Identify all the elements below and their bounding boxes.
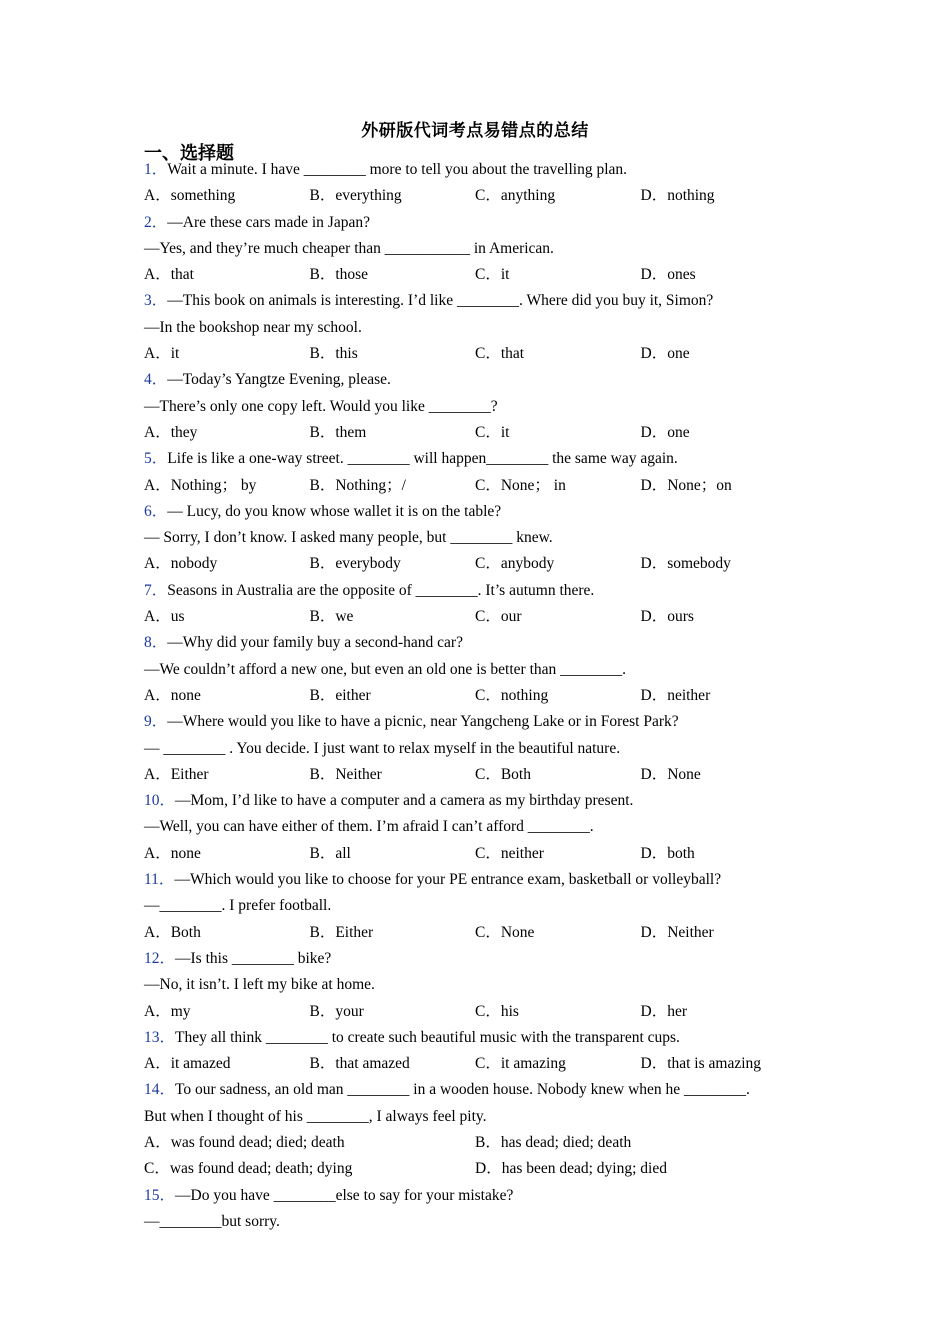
question-text: —No, it isn’t. I left my bike at home.: [144, 976, 375, 994]
options-row: [144, 683, 824, 709]
option-a[interactable]: A．my: [144, 1002, 191, 1020]
option-b[interactable]: B．that amazed: [309, 1055, 410, 1073]
option-d[interactable]: D．has been dead; dying; died: [475, 1160, 667, 1178]
question-number: 11．: [144, 871, 175, 889]
option-c[interactable]: C．None: [475, 923, 535, 941]
option-c[interactable]: C．Both: [475, 765, 531, 783]
question-stem: [144, 630, 824, 656]
option-b[interactable]: B．Either: [309, 923, 374, 941]
options-row: [144, 551, 824, 577]
question-number: 2．: [144, 213, 168, 231]
option-a[interactable]: A．they: [144, 423, 198, 441]
question-number: 7．: [144, 581, 168, 599]
option-b[interactable]: B．your: [309, 1002, 364, 1020]
question-text: Life is like a one-way street. ________ will happen________ the same way again.: [167, 450, 678, 468]
question-line: [144, 1209, 824, 1235]
option-a[interactable]: A．none: [144, 844, 201, 862]
question-number: 5．: [144, 450, 168, 468]
question-15: [144, 1183, 824, 1236]
option-c[interactable]: C．nothing: [475, 686, 549, 704]
option-a[interactable]: A．was found dead; died; death: [144, 1133, 345, 1151]
option-b[interactable]: B．everybody: [309, 555, 401, 573]
question-text: —There’s only one copy left. Would you like ________?: [144, 397, 498, 415]
option-a[interactable]: A．us: [144, 608, 185, 626]
question-text: —Is this ________ bike?: [175, 949, 332, 967]
option-d[interactable]: D．ours: [640, 608, 694, 626]
option-c[interactable]: C．anybody: [475, 555, 555, 573]
options-row: [144, 262, 824, 288]
option-d[interactable]: D．one: [640, 345, 690, 363]
question-stem: [144, 578, 824, 604]
question-5: [144, 446, 824, 499]
options-row: [144, 420, 824, 446]
question-9: [144, 709, 824, 788]
option-a[interactable]: A．Either: [144, 765, 209, 783]
option-a[interactable]: A．that: [144, 266, 194, 284]
question-number: 8．: [144, 634, 168, 652]
question-text: They all think ________ to create such beautiful music with the transparent cups.: [175, 1028, 680, 1046]
options-row: [144, 762, 824, 788]
options-row: [144, 341, 824, 367]
question-2: [144, 210, 824, 289]
option-b[interactable]: B．those: [309, 266, 369, 284]
option-b[interactable]: B．has dead; died; death: [475, 1133, 632, 1151]
question-number: 1．: [144, 161, 168, 178]
option-b[interactable]: B．all: [309, 844, 351, 862]
question-stem: [144, 788, 824, 814]
option-a[interactable]: A．something: [144, 187, 236, 205]
option-b[interactable]: B．Neither: [309, 765, 382, 783]
question-3: [144, 288, 824, 367]
option-c[interactable]: C．neither: [475, 844, 544, 862]
question-line: [144, 736, 824, 762]
option-a[interactable]: A．it amazed: [144, 1055, 231, 1073]
question-text: —Do you have ________else to say for your mistake?: [175, 1186, 514, 1204]
question-line: [144, 814, 824, 840]
question-8: [144, 630, 824, 709]
option-d[interactable]: D．None；on: [640, 476, 732, 494]
question-number: 14．: [144, 1081, 176, 1099]
option-a[interactable]: A．it: [144, 345, 180, 363]
option-d[interactable]: D．that is amazing: [640, 1055, 762, 1073]
question-text: Seasons in Australia are the opposite of ________. It’s autumn there.: [167, 581, 595, 599]
question-number: 13．: [144, 1028, 176, 1046]
option-c[interactable]: C．it: [475, 266, 510, 284]
option-d[interactable]: D．her: [640, 1002, 687, 1020]
option-a[interactable]: A．Nothing； by: [144, 476, 257, 494]
options-row: [144, 183, 824, 209]
question-stem: [144, 946, 824, 972]
question-number: 15．: [144, 1186, 176, 1204]
question-list: [144, 157, 824, 1235]
options-row: [144, 604, 824, 630]
question-stem: [144, 1183, 824, 1209]
option-c[interactable]: C．his: [475, 1002, 519, 1020]
option-d[interactable]: D．neither: [640, 686, 711, 704]
question-14: [144, 1077, 824, 1182]
question-line: [144, 657, 824, 683]
document-title: 外研版代词考点易错点的总结: [361, 121, 589, 140]
option-b[interactable]: B．either: [309, 686, 371, 704]
options-row: [144, 920, 824, 946]
question-text: —Today’s Yangtze Evening, please.: [167, 371, 391, 389]
question-text: — Sorry, I don’t know. I asked many people, but ________ knew.: [144, 529, 553, 547]
question-7: [144, 578, 824, 631]
option-a[interactable]: A．Both: [144, 923, 201, 941]
option-d[interactable]: D．somebody: [640, 555, 731, 573]
question-line: [144, 525, 824, 551]
question-line: [144, 315, 824, 341]
options-row: [144, 1130, 824, 1156]
option-d[interactable]: D．one: [640, 423, 690, 441]
question-stem: [144, 499, 824, 525]
option-b[interactable]: B．we: [309, 608, 354, 626]
option-a[interactable]: A．nobody: [144, 555, 218, 573]
option-c[interactable]: C．it amazing: [475, 1055, 566, 1073]
question-number: 12．: [144, 949, 176, 967]
option-c[interactable]: C．our: [475, 608, 522, 626]
question-stem: [144, 709, 824, 735]
question-text: Wait a minute. I have ________ more to tell you about the travelling plan.: [167, 161, 628, 178]
section-heading: 一、选择题: [144, 143, 234, 163]
question-text: —Are these cars made in Japan?: [167, 213, 370, 231]
option-b[interactable]: B．them: [309, 423, 367, 441]
question-text: —________but sorry.: [144, 1212, 280, 1230]
question-text: To our sadness, an old man ________ in a wooden house. Nobody knew when he ________.: [175, 1081, 750, 1099]
question-text: —In the bookshop near my school.: [144, 318, 362, 336]
question-text: —We couldn’t afford a new one, but even an old one is better than ________.: [144, 660, 626, 678]
question-6: [144, 499, 824, 578]
question-text: —This book on animals is interesting. I’d like ________. Where did you buy it, Simon?: [167, 292, 714, 310]
question-stem: [144, 867, 824, 893]
question-line: [144, 394, 824, 420]
question-text: —Well, you can have either of them. I’m afraid I can’t afford ________.: [144, 818, 594, 836]
question-stem: [144, 210, 824, 236]
question-4: [144, 367, 824, 446]
option-d[interactable]: D．both: [640, 844, 695, 862]
question-number: 9．: [144, 713, 168, 731]
question-text: —Which would you like to choose for your PE entrance exam, basketball or volleyball?: [174, 871, 722, 889]
option-c[interactable]: C．None； in: [475, 476, 566, 494]
options-row: [144, 1051, 824, 1077]
options-row: [144, 473, 824, 499]
question-13: [144, 1025, 824, 1078]
question-text: —Where would you like to have a picnic, near Yangcheng Lake or in Forest Park?: [167, 713, 679, 731]
question-line: [144, 893, 824, 919]
question-stem: [144, 446, 824, 472]
question-number: 10．: [144, 792, 176, 810]
options-row: [144, 841, 824, 867]
question-stem: [144, 157, 824, 183]
question-text: —Mom, I’d like to have a computer and a camera as my birthday present.: [175, 792, 634, 810]
option-c[interactable]: C．was found dead; death; dying: [144, 1160, 353, 1178]
question-text: — Lucy, do you know whose wallet it is on the table?: [167, 502, 502, 520]
options-row: [144, 1156, 824, 1182]
option-c[interactable]: C．it: [475, 423, 510, 441]
question-text: —Yes, and they’re much cheaper than ___________ in American.: [144, 239, 554, 257]
question-number: 4．: [144, 371, 168, 389]
option-b[interactable]: B．Nothing；/: [309, 476, 406, 494]
question-text: —________. I prefer football.: [144, 897, 332, 915]
question-line: [144, 972, 824, 998]
option-d[interactable]: D．Neither: [640, 923, 714, 941]
question-line: [144, 1104, 824, 1130]
question-stem: [144, 1077, 824, 1103]
question-stem: [144, 367, 824, 393]
option-c[interactable]: C．that: [475, 345, 525, 363]
option-c[interactable]: C．anything: [475, 187, 556, 205]
question-number: 6．: [144, 502, 168, 520]
question-line: [144, 236, 824, 262]
question-stem: [144, 1025, 824, 1051]
question-stem: [144, 288, 824, 314]
question-text: —Why did your family buy a second-hand car?: [167, 634, 463, 652]
question-11: [144, 867, 824, 946]
option-b[interactable]: B．everything: [309, 187, 402, 205]
option-d[interactable]: D．None: [640, 765, 701, 783]
question-1: [144, 157, 824, 210]
option-a[interactable]: A．none: [144, 686, 201, 704]
question-number: 3．: [144, 292, 168, 310]
options-row: [144, 999, 824, 1025]
option-d[interactable]: D．nothing: [640, 187, 715, 205]
question-12: [144, 946, 824, 1025]
question-text: — ________ . You decide. I just want to relax myself in the beautiful nature.: [144, 739, 621, 757]
question-10: [144, 788, 824, 867]
question-text: But when I thought of his ________, I always feel pity.: [144, 1107, 487, 1125]
option-d[interactable]: D．ones: [640, 266, 696, 284]
option-b[interactable]: B．this: [309, 345, 358, 363]
